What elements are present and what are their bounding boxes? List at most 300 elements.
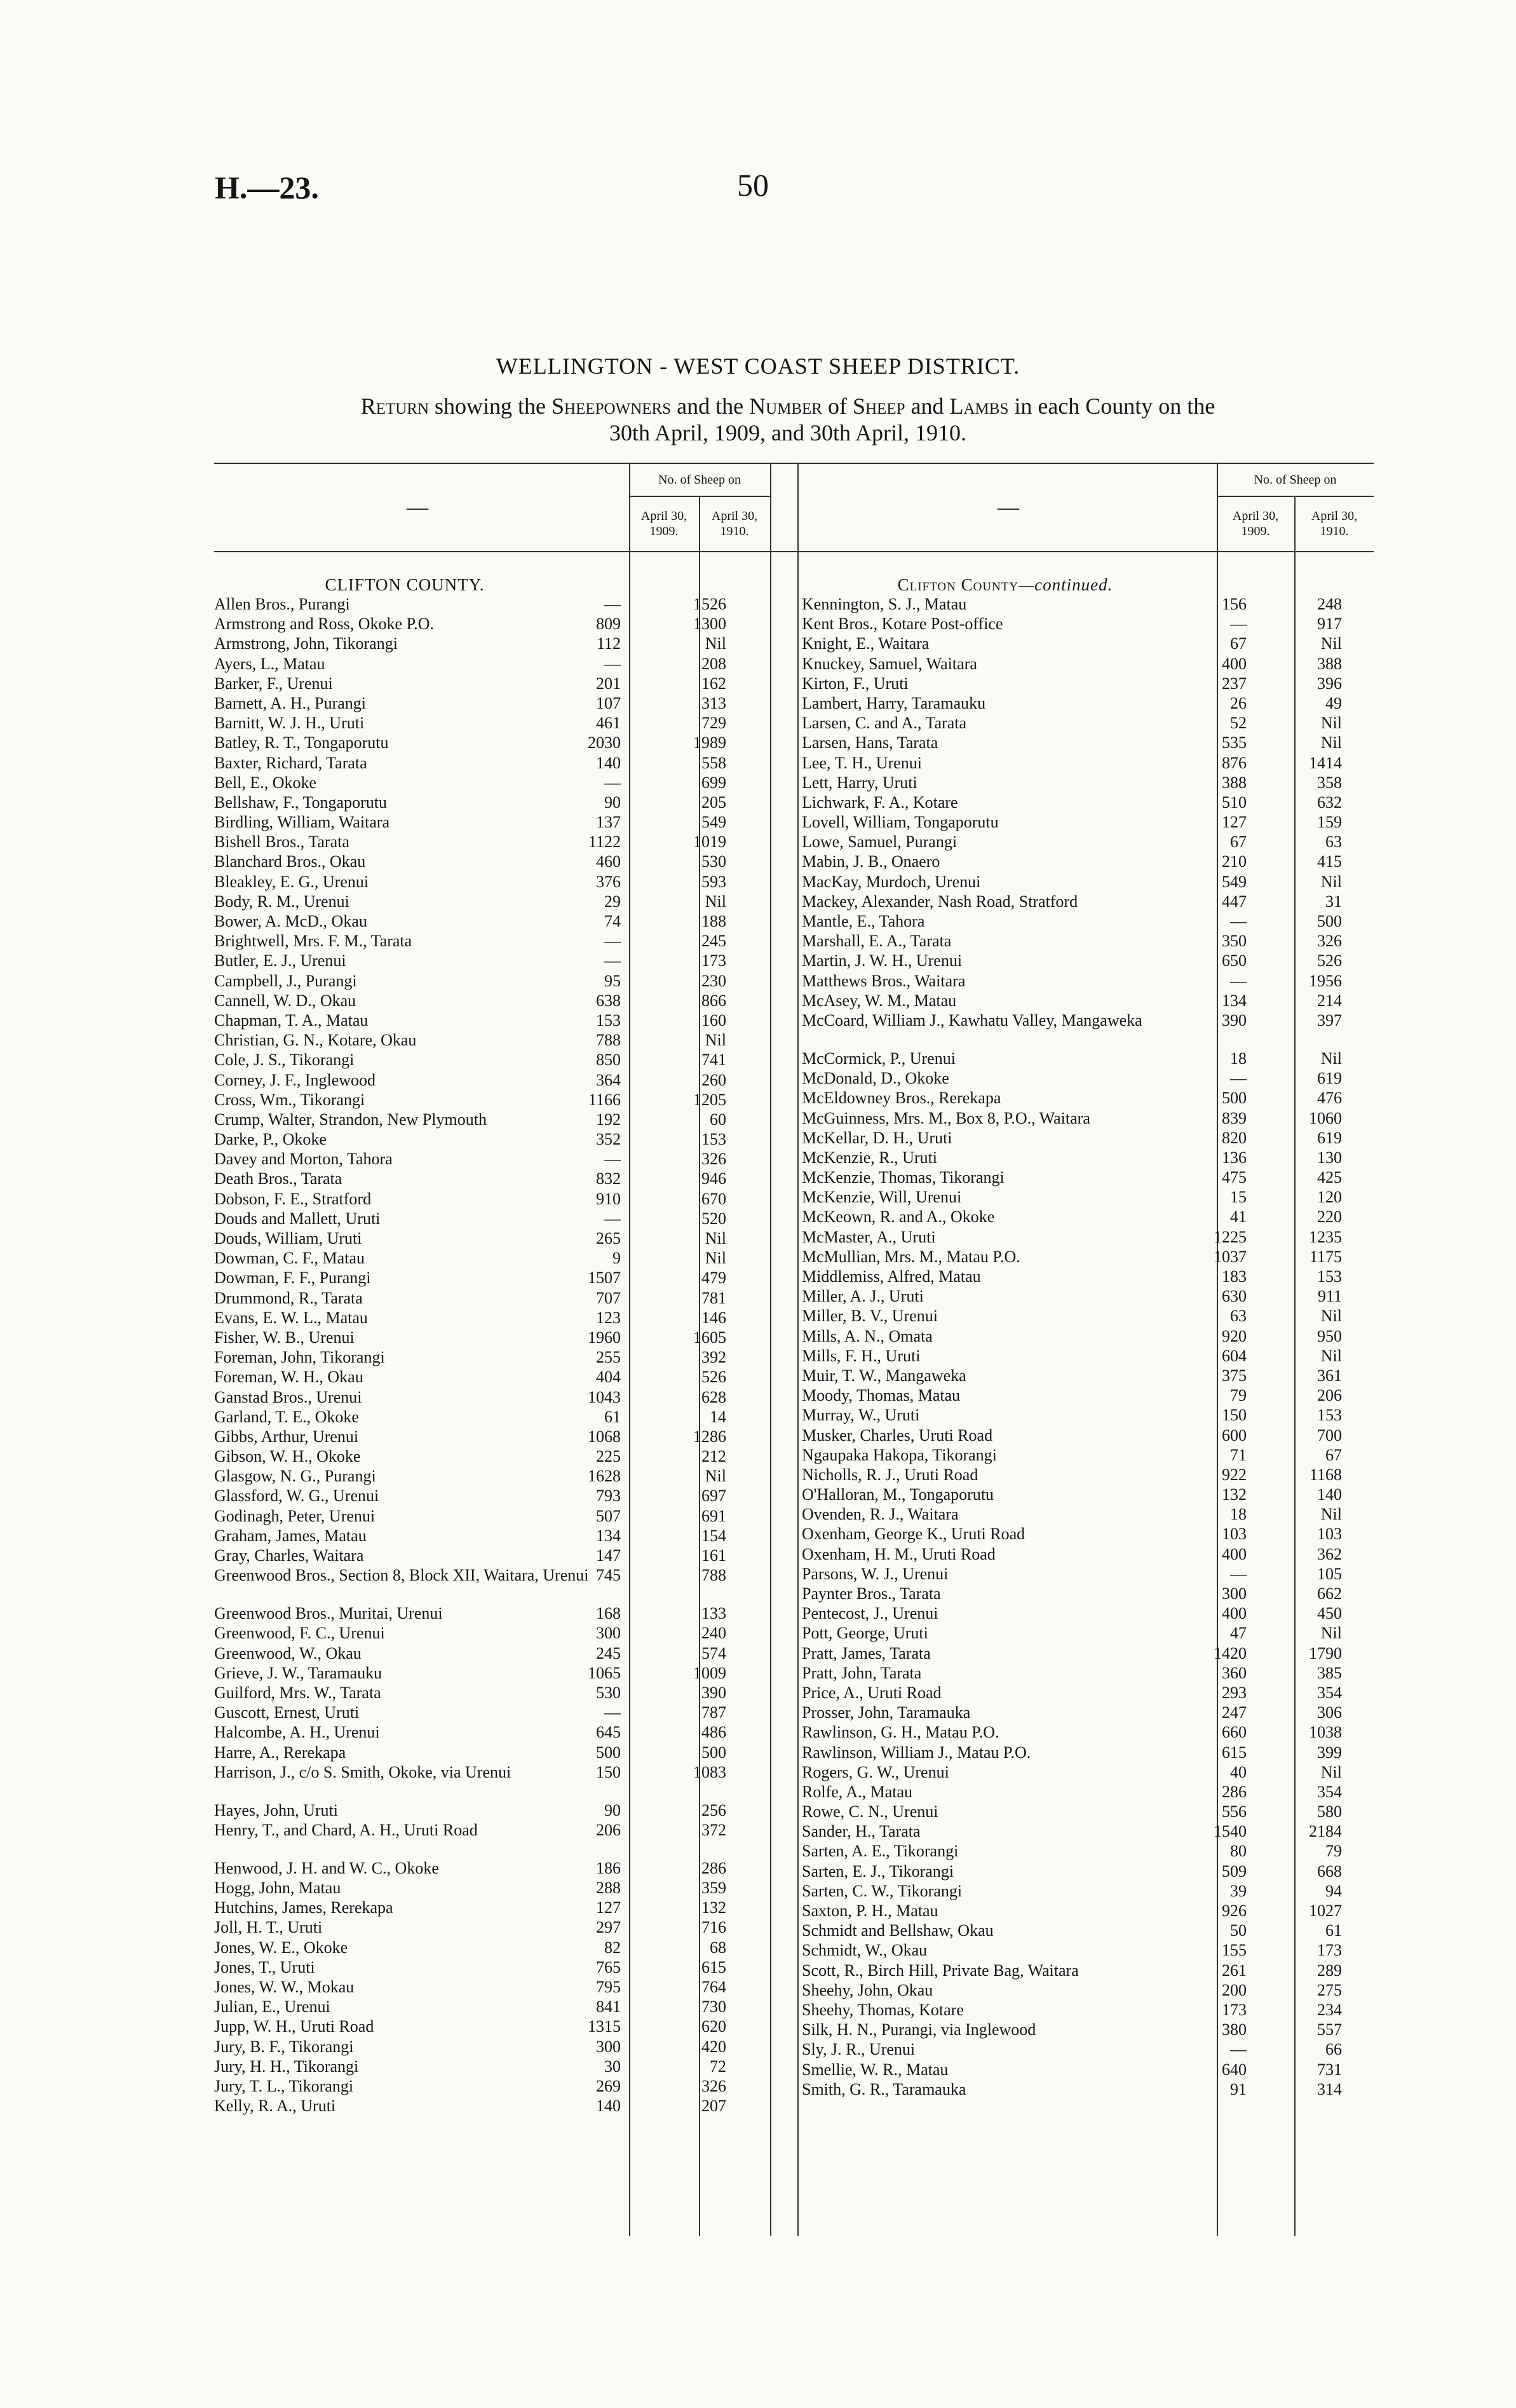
sheep-1910: 615: [701, 1957, 726, 1976]
sheep-1910: 245: [701, 932, 726, 951]
sheep-1910: 314: [1317, 2079, 1342, 2098]
sheep-1910: 946: [701, 1169, 726, 1188]
owner-name: Pratt, James, Tarata: [802, 1643, 931, 1663]
sheep-1909: 74: [604, 912, 621, 930]
table-row: [214, 753, 773, 773]
sheep-1909: —: [1230, 971, 1247, 990]
sheep-1909: 265: [596, 1229, 621, 1248]
sheep-1910: 668: [1317, 1861, 1342, 1881]
sheep-1910: 63: [1325, 833, 1342, 852]
sheep-1910: 950: [1317, 1326, 1342, 1345]
owner-name: Guilford, Mrs. W., Tarata: [214, 1683, 381, 1702]
sheep-1910: 153: [1317, 1406, 1342, 1425]
owner-name: Marshall, E. A., Tarata: [802, 932, 952, 951]
sheep-1909: 67: [1230, 634, 1247, 653]
owner-name: Dowman, C. F., Matau: [214, 1249, 365, 1268]
owner-name: McCoard, William J., Kawhatu Valley, Mangaweka: [802, 1010, 1142, 1030]
sheep-1909: 103: [1222, 1525, 1247, 1544]
table-row: [802, 911, 1374, 931]
owner-name: Kirton, F., Uruti: [802, 674, 909, 693]
owner-name: Davey and Morton, Tahora: [214, 1150, 393, 1169]
owner-name: Larsen, C. and A., Tarata: [802, 714, 967, 733]
sheep-1910: 140: [1317, 1485, 1342, 1504]
sheep-1910: 14: [710, 1407, 726, 1426]
owner-name: Greenwood, F. C., Urenui: [214, 1624, 385, 1643]
table-row: [802, 832, 1374, 852]
right-name-col-header: —: [998, 496, 1019, 519]
owner-name: Drummond, R., Tarata: [214, 1288, 363, 1307]
sheep-1910: 133: [701, 1604, 726, 1623]
table-row: [802, 792, 1374, 812]
table-row: [214, 1623, 773, 1643]
sheep-1910: 275: [1317, 1980, 1342, 1999]
owner-name: Harrison, J., c/o S. Smith, Okoke, via Urenui: [214, 1762, 511, 1781]
sheep-1909: 80: [1230, 1842, 1247, 1861]
sheep-1910: 359: [701, 1879, 726, 1898]
sheep-1910: 787: [701, 1703, 726, 1722]
table-row: [214, 1090, 773, 1110]
owner-name: Rogers, G. W., Urenui: [802, 1762, 949, 1781]
sheep-1909: 50: [1230, 1921, 1247, 1940]
sheep-1909: —: [604, 773, 621, 792]
sheep-1909: 461: [596, 714, 621, 733]
table-row: [802, 1722, 1374, 1742]
table-row: [802, 1010, 1374, 1049]
sheep-1910: 620: [701, 2017, 726, 2036]
sheep-1910: 94: [1325, 1881, 1342, 1900]
owner-name: Lowe, Samuel, Purangi: [802, 833, 958, 852]
owner-name: Jury, H. H., Tikorangi: [214, 2057, 359, 2076]
table-row: [214, 674, 773, 693]
table-row: [802, 1465, 1374, 1485]
sheep-1910: 1605: [693, 1328, 726, 1347]
sheep-1910: 162: [701, 674, 726, 693]
table-row: [214, 1010, 773, 1030]
owner-name: Cannell, W. D., Okau: [214, 991, 356, 1010]
sheep-1909: —: [604, 932, 621, 951]
table-row: [802, 1128, 1374, 1148]
sheep-1910: 593: [701, 872, 726, 891]
owner-name: Cole, J. S., Tikorangi: [214, 1051, 355, 1070]
owner-name: McCormick, P., Urenui: [802, 1049, 956, 1068]
owner-name: Rawlinson, William J., Matau P.O.: [802, 1743, 1031, 1762]
sheep-1909: 660: [1222, 1723, 1247, 1742]
owner-name: Brightwell, Mrs. F. M., Tarata: [214, 932, 412, 951]
left-col-1910-header: April 30, 1910.: [711, 509, 758, 538]
owner-name: Dowman, F. F., Purangi: [214, 1269, 371, 1288]
owner-name: Ayers, L., Matau: [214, 654, 325, 673]
owner-name: Murray, W., Uruti: [802, 1406, 920, 1425]
owner-name: Cross, Wm., Tikorangi: [214, 1090, 365, 1109]
sheep-1909: 134: [596, 1526, 621, 1545]
owner-name: Baxter, Richard, Tarata: [214, 753, 367, 772]
sheep-1910: 49: [1325, 693, 1342, 712]
table-row: [214, 1427, 773, 1446]
table-row: [214, 1387, 773, 1407]
table-row: [214, 2037, 773, 2057]
sheep-1910: 397: [1317, 1010, 1342, 1030]
owner-name: Chapman, T. A., Matau: [214, 1010, 369, 1030]
sheep-1909: 447: [1222, 892, 1247, 911]
sheep-1909: 600: [1222, 1425, 1247, 1445]
owner-name: Henry, T., and Chard, A. H., Uruti Road: [214, 1820, 478, 1839]
sheep-1910: 372: [701, 1820, 726, 1839]
sheep-1909: 140: [596, 753, 621, 772]
sheep-1910: 1300: [693, 615, 726, 634]
sheep-1910: 619: [1317, 1069, 1342, 1088]
table-row: [802, 1068, 1374, 1088]
sheep-1909: 530: [596, 1683, 621, 1702]
table-row: [214, 812, 773, 832]
owner-name: Hayes, John, Uruti: [214, 1800, 338, 1820]
left-section-heading: CLIFTON COUNTY.: [325, 575, 485, 594]
sheep-1910: 286: [701, 1858, 726, 1877]
sheep-1910: 729: [701, 714, 726, 733]
sheep-1909: 40: [1230, 1762, 1247, 1781]
sheep-1910: 313: [701, 693, 726, 712]
sheep-1910: 1790: [1309, 1643, 1342, 1663]
table-row: [214, 1288, 773, 1308]
owner-name: Sly, J. R., Urenui: [802, 2040, 916, 2059]
table-row: [214, 2076, 773, 2096]
sheep-1910: 1019: [693, 833, 726, 852]
left-rows: [214, 594, 773, 2116]
sheep-1909: 247: [1222, 1703, 1247, 1722]
table-row: [802, 594, 1374, 614]
sheep-1909: 1628: [588, 1467, 621, 1486]
owner-name: Martin, J. W. H., Urenui: [802, 951, 963, 970]
owner-name: Lovell, William, Tongaporutu: [802, 813, 999, 832]
sheep-1910: Nil: [705, 1031, 726, 1050]
sheep-1910: Nil: [1320, 714, 1342, 733]
right-group-header: No. of Sheep on: [1254, 473, 1337, 487]
owner-name: Bishell Bros., Tarata: [214, 833, 349, 852]
table-row: [802, 1405, 1374, 1425]
sheep-1910: 154: [701, 1526, 726, 1545]
owner-name: Garland, T. E., Okoke: [214, 1407, 359, 1426]
sheep-1910: 103: [1317, 1525, 1342, 1544]
sheep-1909: 839: [1222, 1108, 1247, 1127]
owner-name: Batley, R. T., Tongaporutu: [214, 733, 389, 752]
owner-name: Foreman, W. H., Okau: [214, 1368, 363, 1387]
table-header-rule: [214, 551, 1374, 552]
sheep-1909: 300: [596, 2037, 621, 2056]
sheep-1910: 361: [1317, 1366, 1342, 1385]
table-row: [802, 713, 1374, 733]
table-row: [802, 1921, 1374, 1940]
table-row: [802, 1564, 1374, 1584]
table-row: [214, 1663, 773, 1683]
sheep-1909: 300: [596, 1624, 621, 1643]
sheep-1910: 260: [701, 1070, 726, 1089]
table-row: [802, 2060, 1374, 2079]
owner-name: Ganstad Bros., Urenui: [214, 1387, 362, 1406]
owner-name: Harre, A., Rerekapa: [214, 1743, 346, 1762]
subtitle-text-5: in each County on the: [1014, 393, 1215, 419]
sheep-1909: 107: [596, 693, 621, 712]
owner-name: Armstrong, John, Tikorangi: [214, 634, 398, 653]
sheep-1909: 1960: [588, 1328, 621, 1347]
owner-name: Sheehy, John, Okau: [802, 1980, 933, 1999]
owner-name: Sarten, A. E., Tikorangi: [802, 1842, 959, 1861]
owner-name: Henwood, J. H. and W. C., Okoke: [214, 1858, 439, 1877]
page-subtitle: [203, 393, 1372, 446]
table-row: [214, 1110, 773, 1129]
sheep-1909: 604: [1222, 1346, 1247, 1365]
owner-name: Douds and Mallett, Uruti: [214, 1209, 381, 1228]
sheep-1910: 153: [1317, 1267, 1342, 1286]
owner-name: Evans, E. W. L., Matau: [214, 1308, 368, 1327]
table-row: [802, 1584, 1374, 1603]
sheep-1910: 31: [1325, 892, 1342, 911]
sheep-1909: 156: [1222, 595, 1247, 613]
sheep-1910: Nil: [705, 1249, 726, 1268]
owner-name: Bell, E., Okoke: [214, 773, 317, 792]
owner-name: Barnitt, W. J. H., Uruti: [214, 714, 365, 733]
owner-name: Schmidt and Bellshaw, Okau: [802, 1921, 994, 1940]
sheep-1910: 866: [701, 991, 726, 1010]
sheep-1909: 1037: [1214, 1247, 1247, 1266]
sheep-1910: 61: [1325, 1921, 1342, 1940]
table-row: [802, 1385, 1374, 1405]
sheep-1910: 764: [701, 1978, 726, 1996]
table-row: [214, 1878, 773, 1898]
sheep-1910: 362: [1317, 1544, 1342, 1563]
sheep-1909: —: [1230, 1069, 1247, 1088]
owner-name: Mantle, E., Tahora: [802, 912, 925, 930]
owner-name: Body, R. M., Urenui: [214, 892, 349, 911]
sheep-1909: 52: [1230, 714, 1247, 733]
sheep-1909: 200: [1222, 1980, 1247, 1999]
owner-name: McKeown, R. and A., Okoke: [802, 1207, 995, 1227]
left-name-col-header: —: [407, 496, 428, 519]
page-title: WELLINGTON - WEST COAST SHEEP DISTRICT.: [496, 353, 1020, 379]
sheep-1909: 1225: [1214, 1227, 1247, 1246]
sheep-1909: 41: [1230, 1207, 1247, 1227]
sheep-1910: 358: [1317, 773, 1342, 792]
owner-name: McEldowney Bros., Rerekapa: [802, 1089, 1001, 1108]
sheep-1909: 1122: [588, 833, 621, 852]
sheep-1910: 500: [701, 1743, 726, 1762]
subtitle-dates: 30th April, 1909, and 30th April, 1910.: [609, 420, 966, 446]
table-row: [802, 1485, 1374, 1504]
sheep-1910: 1286: [693, 1427, 726, 1446]
sheep-1909: 400: [1222, 654, 1247, 673]
owner-name: Pratt, John, Tarata: [802, 1663, 922, 1682]
left-column: [214, 575, 773, 2116]
sheep-1909: 183: [1222, 1267, 1247, 1286]
sheep-1909: 388: [1222, 773, 1247, 792]
sheep-1910: 530: [701, 852, 726, 871]
panel-divider-2: [797, 463, 799, 2236]
sheep-1909: 364: [596, 1070, 621, 1089]
table-row: [214, 1149, 773, 1169]
owner-name: Parsons, W. J., Urenui: [802, 1564, 949, 1583]
table-row: [802, 1643, 1374, 1663]
owner-name: Knuckey, Samuel, Waitara: [802, 654, 977, 673]
sheep-1909: —: [604, 1150, 621, 1169]
owner-name: Jones, W. E., Okoke: [214, 1938, 348, 1957]
sheep-1909: 237: [1222, 674, 1247, 693]
table-row: [214, 991, 773, 1010]
sheep-1910: 619: [1317, 1128, 1342, 1147]
sheep-1909: 1507: [588, 1269, 621, 1288]
owner-name: Barker, F., Urenui: [214, 674, 333, 693]
owner-name: Muir, T. W., Mangaweka: [802, 1366, 966, 1385]
table-row: [802, 1980, 1374, 2000]
left-group-header: No. of Sheep on: [658, 473, 741, 487]
sheep-1909: 350: [1222, 932, 1247, 951]
sheep-1909: 795: [596, 1978, 621, 1996]
sheep-1909: 61: [604, 1407, 621, 1426]
sheep-1909: 809: [596, 615, 621, 634]
owner-name: Musker, Charles, Uruti Road: [802, 1425, 993, 1445]
table-row: [214, 1050, 773, 1070]
table-row: [802, 1247, 1374, 1267]
sheep-1910: 628: [701, 1387, 726, 1406]
owner-name: Price, A., Uruti Road: [802, 1683, 942, 1702]
sheep-1909: 288: [596, 1879, 621, 1898]
right-col-1910-header: April 30, 1910.: [1311, 509, 1358, 538]
sheep-1910: 716: [701, 1918, 726, 1937]
sheep-1910: Nil: [705, 1467, 726, 1486]
owner-name: Grieve, J. W., Taramauku: [214, 1663, 382, 1682]
sheep-1910: 220: [1317, 1207, 1342, 1227]
sheep-1909: —: [1230, 912, 1247, 930]
table-row: [214, 1070, 773, 1090]
table-row: [802, 1286, 1374, 1306]
owner-name: Larsen, Hans, Tarata: [802, 733, 938, 752]
sheep-1910: Nil: [1320, 1762, 1342, 1781]
table-row: [214, 1129, 773, 1149]
table-row: [802, 634, 1374, 653]
sheep-1909: 261: [1222, 1961, 1247, 1980]
owner-name: Moody, Thomas, Matau: [802, 1386, 961, 1405]
table-row: [802, 1108, 1374, 1128]
owner-name: Smith, G. R., Taramauka: [802, 2079, 966, 2098]
sheep-1909: 535: [1222, 733, 1247, 752]
table-row: [214, 1977, 773, 1997]
right-rows: [802, 594, 1374, 2099]
owner-name: Joll, H. T., Uruti: [214, 1918, 323, 1937]
owner-name: Birdling, William, Waitara: [214, 813, 390, 832]
sheep-1909: 297: [596, 1918, 621, 1937]
owner-name: Julian, E., Urenui: [214, 1997, 330, 2017]
owner-name: Bellshaw, F., Tongaporutu: [214, 792, 387, 812]
table-row: [214, 1367, 773, 1387]
sheep-1909: 841: [596, 1997, 621, 2017]
sheep-1910: 580: [1317, 1802, 1342, 1821]
owner-name: Smellie, W. R., Matau: [802, 2060, 949, 2079]
sheep-1910: 1027: [1309, 1901, 1342, 1920]
table-row: [214, 1169, 773, 1188]
sheep-1909: 615: [1222, 1743, 1247, 1762]
sheep-1910: Nil: [1320, 1307, 1342, 1326]
sheep-1909: 640: [1222, 2060, 1247, 2079]
sheep-1909: 922: [1222, 1465, 1247, 1484]
right-col-1909-header: April 30, 1909.: [1232, 509, 1279, 538]
sheep-1910: 66: [1325, 2040, 1342, 2059]
sheep-1910: 161: [701, 1546, 726, 1565]
owner-name: Sarten, E. J., Tikorangi: [802, 1861, 954, 1881]
sheep-1909: 910: [596, 1189, 621, 1208]
table-row: [802, 1841, 1374, 1861]
sheep-1910: 479: [701, 1269, 726, 1288]
owner-name: Miller, A. J., Uruti: [802, 1287, 924, 1306]
table-row: [802, 1207, 1374, 1227]
sheep-1909: 137: [596, 813, 621, 832]
sheep-1910: 248: [1317, 595, 1342, 613]
owner-name: Barnett, A. H., Purangi: [214, 693, 367, 712]
sheep-1910: 230: [701, 971, 726, 990]
sheep-1909: —: [604, 951, 621, 970]
table-row: [214, 1526, 773, 1546]
table-row: [214, 1703, 773, 1722]
sheep-1910: 173: [1317, 1941, 1342, 1960]
sheep-1910: 234: [1317, 2000, 1342, 2019]
sheep-1909: 79: [1230, 1386, 1247, 1405]
owner-name: Bleakley, E. G., Urenui: [214, 872, 369, 891]
sheep-1909: 127: [1222, 813, 1247, 832]
sheep-1909: 18: [1230, 1505, 1247, 1524]
sheep-1909: 376: [596, 872, 621, 891]
sheep-1909: 2030: [588, 733, 621, 752]
sheep-1910: 188: [701, 912, 726, 930]
table-row: [802, 1603, 1374, 1623]
owner-name: Jones, T., Uruti: [214, 1957, 315, 1976]
sheep-1910: 662: [1317, 1584, 1342, 1603]
sheep-1909: 90: [604, 1800, 621, 1820]
table-row: [214, 1209, 773, 1228]
sheep-1909: 132: [1222, 1485, 1247, 1504]
table-row: [802, 1861, 1374, 1881]
table-row: [802, 1504, 1374, 1524]
owner-name: Blanchard Bros., Okau: [214, 852, 366, 871]
sheep-1910: 730: [701, 1997, 726, 2017]
table-row: [214, 1228, 773, 1248]
table-row: [802, 733, 1374, 752]
table-row: [214, 1917, 773, 1937]
subtitle-sheep: Sheep: [852, 393, 905, 419]
table-row: [214, 1506, 773, 1526]
sheep-1909: 850: [596, 1051, 621, 1070]
table-row: [214, 1858, 773, 1878]
table-row: [802, 2000, 1374, 2020]
table-row: [802, 1743, 1374, 1762]
sheep-1910: 486: [701, 1723, 726, 1742]
owner-name: McMullian, Mrs. M., Matau P.O.: [802, 1247, 1020, 1266]
owner-name: Jupp, W. H., Uruti Road: [214, 2017, 374, 2036]
sheep-1909: 123: [596, 1308, 621, 1327]
owner-name: Bower, A. McD., Okau: [214, 912, 367, 930]
sheep-1910: 130: [1317, 1148, 1342, 1167]
sheep-1910: 159: [1317, 813, 1342, 832]
table-row: [214, 1308, 773, 1328]
sheep-1909: 500: [1222, 1089, 1247, 1108]
subtitle-sheepowners: Sheepowners: [552, 393, 672, 419]
sheep-1909: —: [604, 595, 621, 613]
table-row: [214, 594, 773, 614]
owner-name: Guscott, Ernest, Uruti: [214, 1703, 360, 1722]
sheep-1909: 638: [596, 991, 621, 1010]
table-row: [214, 1030, 773, 1050]
sheep-1909: 360: [1222, 1663, 1247, 1682]
owner-name: Ngaupaka Hakopa, Tikorangi: [802, 1445, 997, 1464]
sheep-1910: 399: [1317, 1743, 1342, 1762]
owner-name: Douds, William, Uruti: [214, 1229, 362, 1248]
sheep-1909: 91: [1230, 2079, 1247, 2098]
owner-name: Jury, B. F., Tikorangi: [214, 2037, 354, 2056]
